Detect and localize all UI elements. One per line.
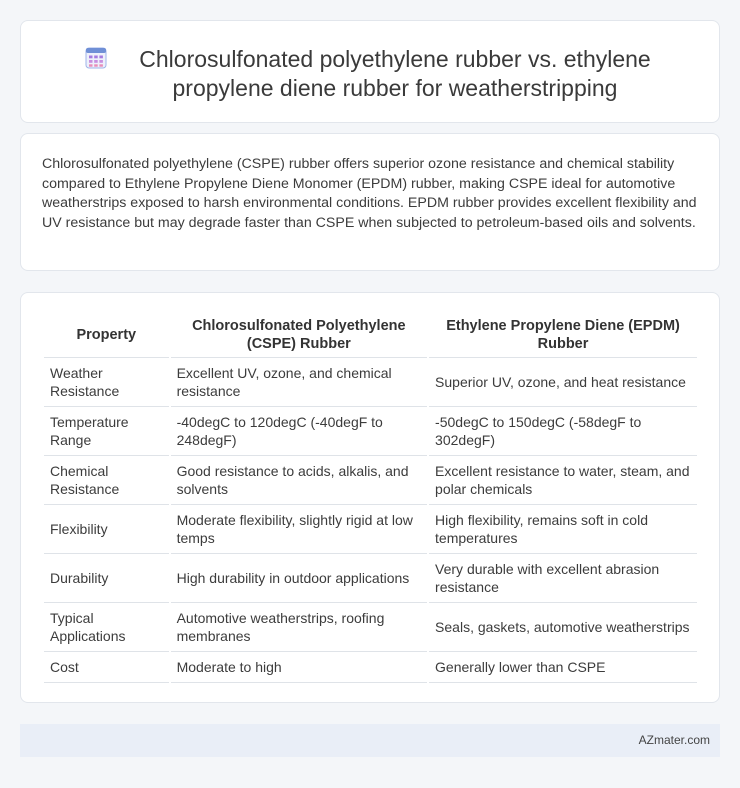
cell-cspe: -40degC to 120degC (-40degF to 248degF): [171, 407, 427, 456]
cell-property: Flexibility: [44, 505, 169, 554]
cell-property: Cost: [44, 652, 169, 683]
table-header-row: [44, 313, 697, 358]
title-card: [20, 20, 720, 123]
header-cspe: Chlorosulfonated Polyethylene (CSPE) Rubber: [171, 313, 427, 358]
cell-cspe: High durability in outdoor applications: [171, 554, 427, 603]
table-row: [44, 603, 697, 652]
page-title: Chlorosulfonated polyethylene rubber vs. ethylene propylene diene rubber for weatherstripping: [139, 46, 651, 101]
cell-property: Durability: [44, 554, 169, 603]
cell-cspe: Moderate flexibility, slightly rigid at low temps: [171, 505, 427, 554]
cell-cspe: Automotive weatherstrips, roofing membranes: [171, 603, 427, 652]
cell-epdm: -50degC to 150degC (-58degF to 302degF): [429, 407, 697, 456]
cell-epdm: Generally lower than CSPE: [429, 652, 697, 683]
table-row: [44, 407, 697, 456]
intro-card: [20, 133, 720, 271]
cell-cspe: Good resistance to acids, alkalis, and solvents: [171, 456, 427, 505]
cell-epdm: High flexibility, remains soft in cold temperatures: [429, 505, 697, 554]
cell-property: Weather Resistance: [44, 358, 169, 407]
cell-cspe: Moderate to high: [171, 652, 427, 683]
header-epdm: Ethylene Propylene Diene (EPDM) Rubber: [429, 313, 697, 358]
footer-site-link[interactable]: AZmater.com: [638, 733, 710, 747]
cell-epdm: Very durable with excellent abrasion resistance: [429, 554, 697, 603]
cell-property: Chemical Resistance: [44, 456, 169, 505]
table-row: [44, 456, 697, 505]
cell-property: Temperature Range: [44, 407, 169, 456]
intro-paragraph: Chlorosulfonated polyethylene (CSPE) rubber offers superior ozone resistance and chemical stability compared to Ethylene Propylene Diene Monomer (EPDM) rubber, making CSPE ideal for automotive weatherstrips exposed to harsh environmental conditions. EPDM rubber provides excellent flexibility and UV resistance but may degrade faster than CSPE when subjected to petroleum-based oils and solvents.: [42, 156, 697, 231]
cell-cspe: Excellent UV, ozone, and chemical resistance: [171, 358, 427, 407]
cell-epdm: Excellent resistance to water, steam, and polar chemicals: [429, 456, 697, 505]
table-row: [44, 358, 697, 407]
footer-bar: [20, 724, 720, 757]
table-row: [44, 505, 697, 554]
cell-epdm: Seals, gaskets, automotive weatherstrips: [429, 603, 697, 652]
table-row: [44, 554, 697, 603]
comparison-table: [42, 313, 699, 683]
comparison-table-card: [20, 292, 720, 703]
header-property: Property: [44, 313, 169, 358]
table-row: [44, 652, 697, 683]
cell-epdm: Superior UV, ozone, and heat resistance: [429, 358, 697, 407]
cell-property: Typical Applications: [44, 603, 169, 652]
